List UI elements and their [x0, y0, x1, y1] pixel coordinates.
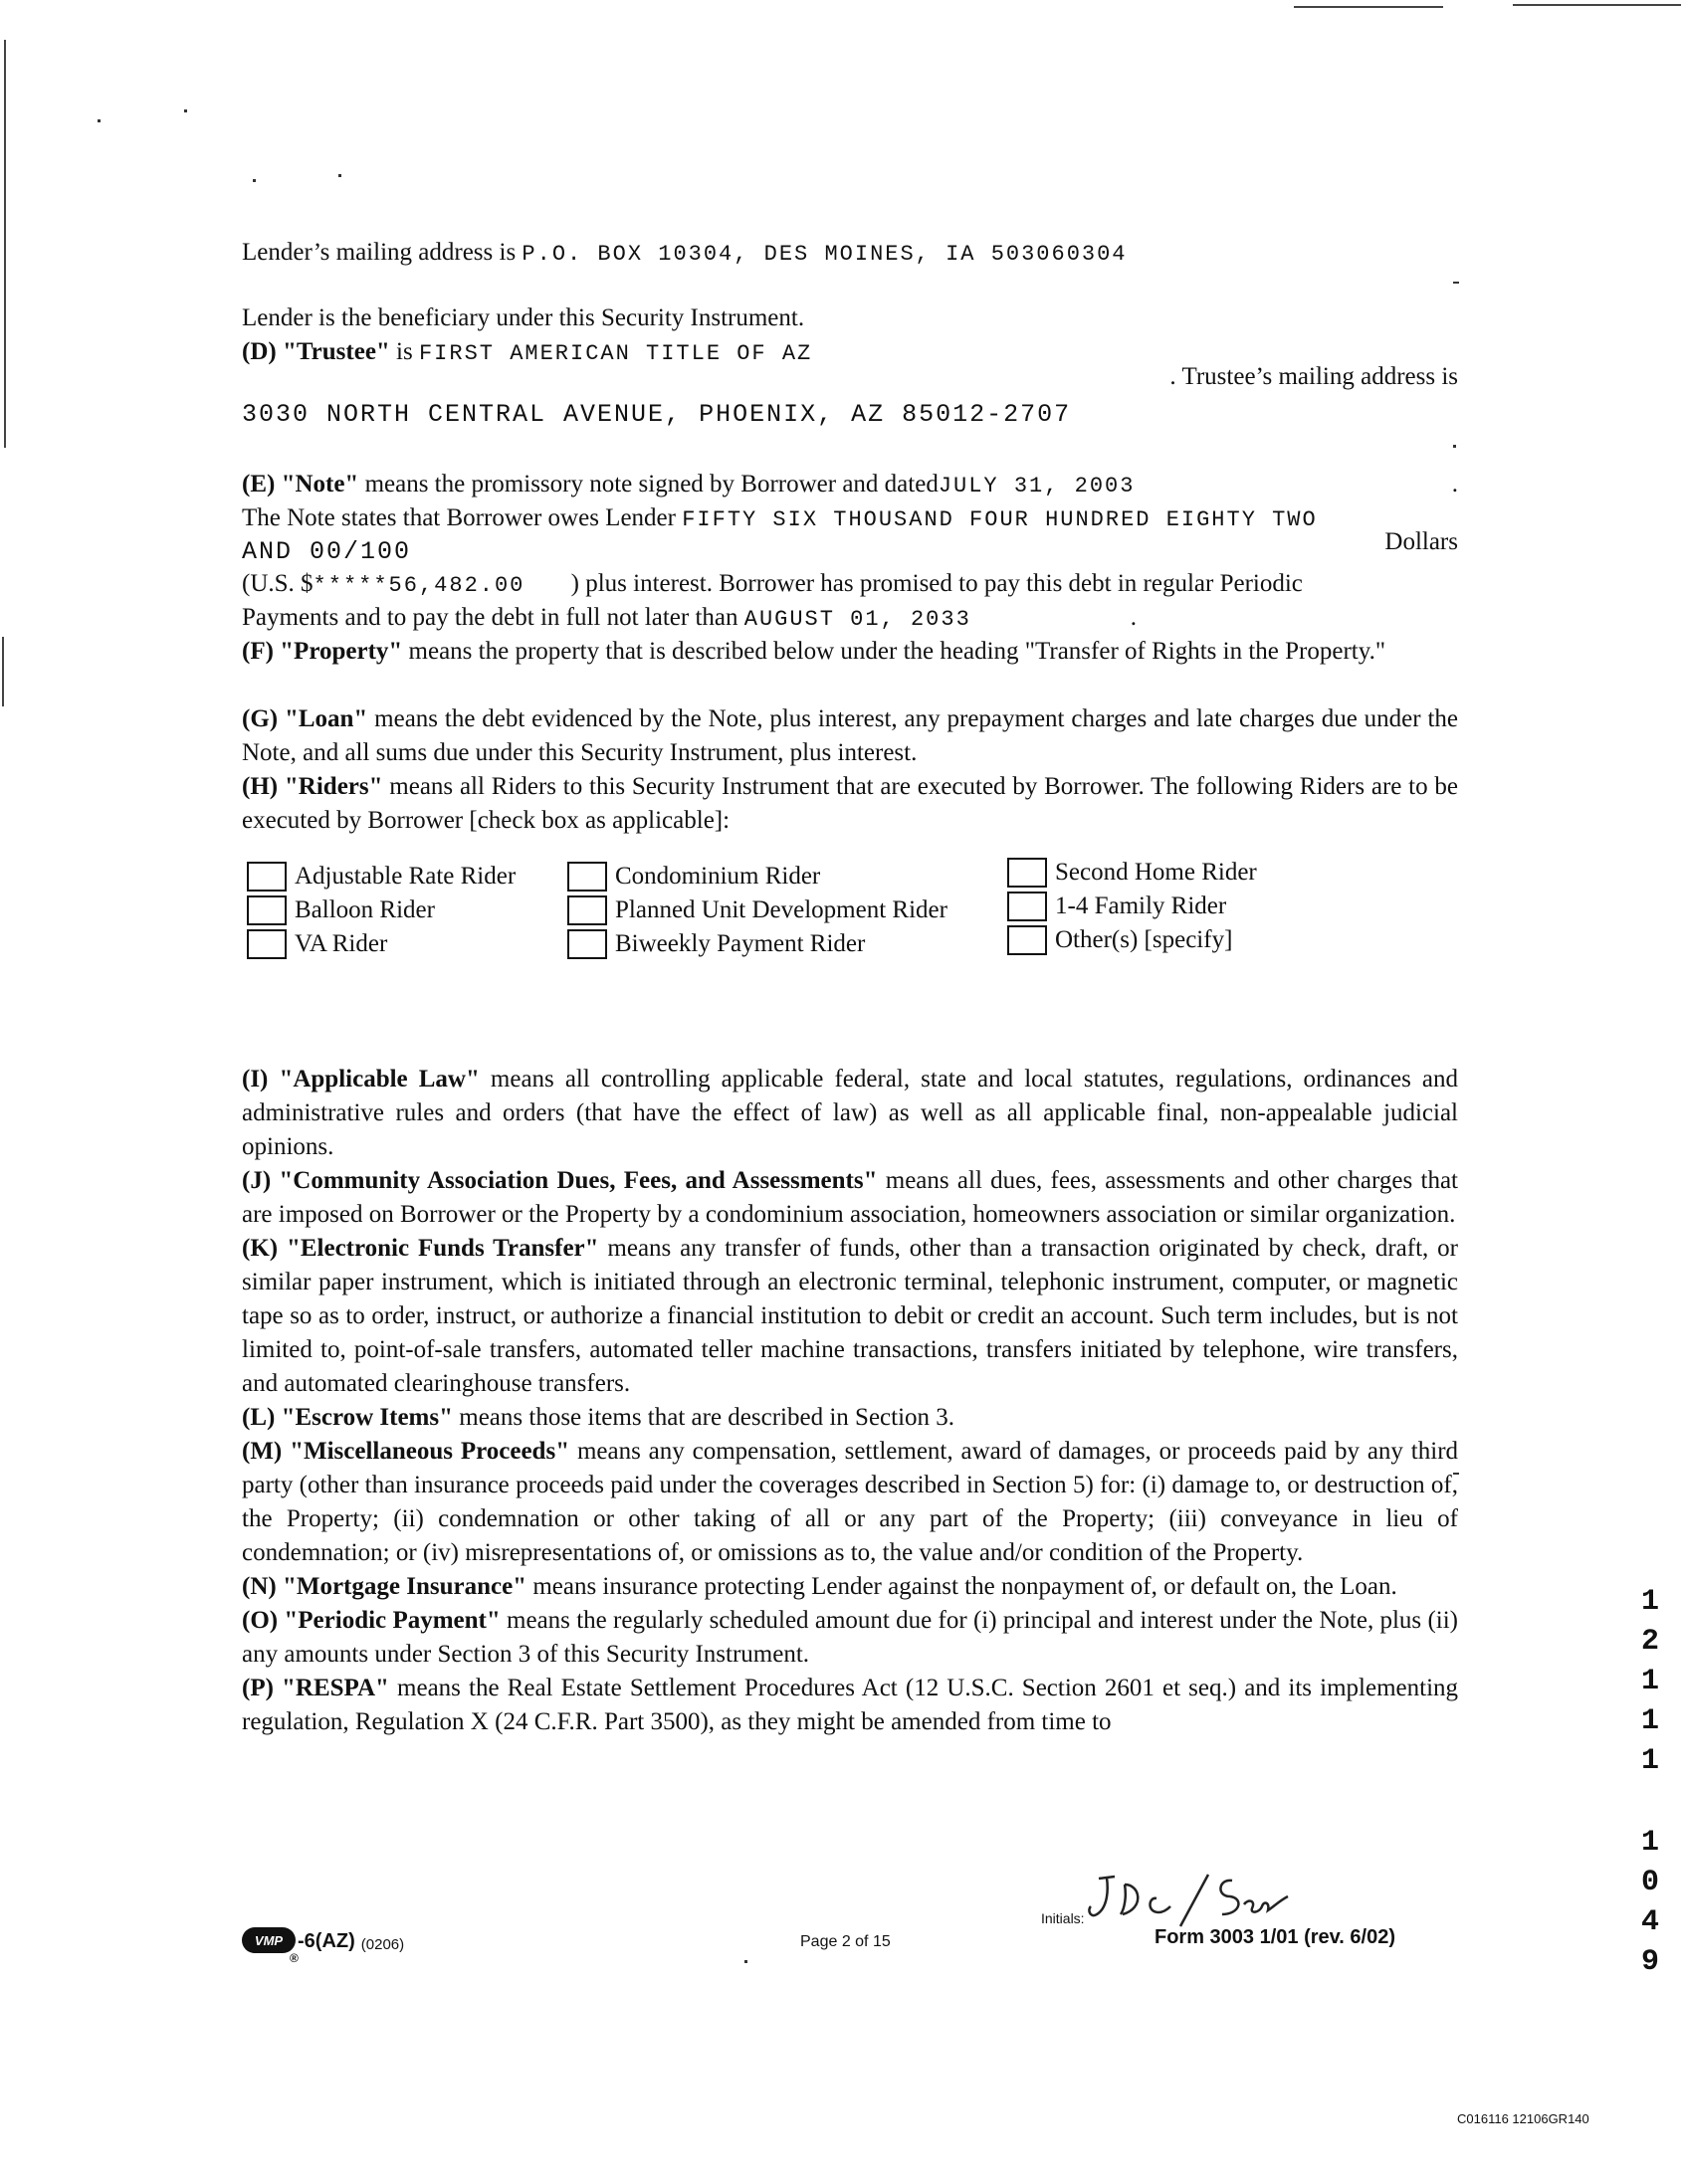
vmp-logo-mark: VMP — [242, 1927, 296, 1953]
rider-checkbox[interactable] — [247, 862, 287, 892]
definition-term: "Applicable Law" — [279, 1066, 480, 1092]
definition-letter: (I) — [242, 1066, 269, 1092]
definition-loan — [242, 702, 1458, 770]
definition-riders — [242, 770, 1458, 838]
stamp-digit: 1 — [1640, 1665, 1659, 1698]
trustee-name: FIRST AMERICAN TITLE OF AZ — [418, 341, 813, 366]
lender-address-value: P.O. BOX 10304, DES MOINES, IA 503060304 — [522, 242, 1128, 267]
definition-text: means the regularly scheduled amount due for (i) principal and interest under the Note, plus (ii) any amounts under Section 3 of this Security Instrument. — [242, 1607, 1458, 1668]
rider-option[interactable] — [567, 927, 947, 961]
trustee-term: "Trustee" — [282, 338, 390, 365]
definition-term: "Mortgage Insurance" — [282, 1573, 527, 1600]
initials-label: Initials: — [1041, 1910, 1085, 1926]
definition-text: means the property that is described below under the heading "Transfer of Rights in the Property." — [408, 638, 1386, 665]
note-period-2: . — [1130, 604, 1138, 631]
scan-margin-line — [4, 40, 6, 448]
form-code-small: (0206) — [360, 1936, 405, 1953]
note-dollars: Dollars — [1384, 528, 1458, 555]
rider-checkbox[interactable] — [247, 929, 287, 959]
note-period-1: . — [1451, 471, 1458, 497]
definition-term: "Periodic Payment" — [284, 1607, 501, 1634]
rider-option[interactable] — [1007, 890, 1257, 923]
definition-text: means all controlling applicable federal, state and local statutes, regulations, ordinances and administrative rules and orders (that have the effect of law) as well as all applicable final, non-appealable judicial opinions. — [242, 1066, 1459, 1160]
riders-column-2 — [567, 860, 947, 961]
note-term: "Note" — [281, 471, 359, 497]
lender-address-line — [242, 236, 1128, 272]
page-number: Page 2 of 15 — [800, 1933, 891, 1950]
rider-label: Balloon Rider — [295, 896, 435, 923]
form-number: Form 3003 1/01 (rev. 6/02) — [1155, 1926, 1395, 1948]
definition-letter: (G) — [242, 705, 279, 732]
stamp-digit: 1 — [1640, 1704, 1659, 1738]
definition-letter: (N) — [242, 1573, 277, 1600]
stamp-digit: 1 — [1640, 1744, 1659, 1778]
definition-term: "Miscellaneous Proceeds" — [290, 1438, 570, 1465]
scan-speck — [253, 179, 256, 182]
definition-letter: (K) — [242, 1235, 279, 1262]
definition-term: "Electronic Funds Transfer" — [286, 1235, 599, 1262]
definition-letter: (F) — [242, 638, 274, 665]
rider-label: Adjustable Rate Rider — [295, 863, 517, 890]
scan-speck — [1453, 445, 1456, 448]
note-amount-words-2: AND 00/100 — [242, 537, 412, 566]
initials-signature — [1085, 1871, 1294, 1930]
form-logo — [242, 1927, 405, 1965]
vmp-logo — [242, 1927, 299, 1965]
note-line-1 — [242, 468, 1135, 503]
rider-option[interactable] — [1007, 923, 1257, 957]
rider-label: Condominium Rider — [615, 863, 821, 890]
definition-letter: (M) — [242, 1438, 283, 1465]
definition-property — [242, 635, 1458, 669]
note-date: JULY 31, 2003 — [938, 474, 1136, 498]
riders-column-1 — [247, 860, 516, 961]
rider-option[interactable] — [247, 927, 516, 961]
rider-label: Second Home Rider — [1055, 859, 1257, 886]
rider-label: Biweekly Payment Rider — [615, 930, 866, 957]
document-id: C016116 12106GR140 — [1457, 2111, 1589, 2126]
definition-text: means those items that are described in Section 3. — [459, 1404, 955, 1431]
definition-letter: (H) — [242, 773, 279, 800]
note-text-4: Payments and to pay the debt in full not later than — [242, 604, 738, 631]
scan-margin-line — [2, 637, 4, 706]
definition-community-association — [242, 1164, 1458, 1232]
note-line-4 — [242, 601, 1137, 637]
definition-mortgage-insurance — [242, 1570, 1458, 1604]
rider-option[interactable] — [247, 893, 516, 927]
definition-letter: (J) — [242, 1167, 272, 1194]
note-line-2 — [242, 501, 1318, 537]
definition-term: "Property" — [280, 638, 403, 665]
definition-letter: (P) — [242, 1675, 274, 1701]
rider-option[interactable] — [1007, 856, 1257, 890]
definition-respa — [242, 1672, 1458, 1739]
definition-text: means any compensation, settlement, award of damages, or proceeds paid by any third party (other than insurance proceeds paid under the coverages described in Section 5) for: (i) damage to, or destruction of, the Property; (ii) condemnation or other taking of all or any part of the Property; (iii) conveyance in lieu of condemnation; or (iv) misrepresentations of, or omissions as to, the value and/or condition of the Property. — [242, 1438, 1459, 1566]
definition-text: means any transfer of funds, other than a transaction originated by check, draft, or similar paper instrument, which is initiated through an electronic terminal, telephonic instrument, computer, or magnetic tape so as to order, instruct, or authorize a financial institution to debit or credit an account. Such term includes, but is not limited to, point-of-sale transfers, automated teller machine transactions, transfers initiated by telephone, wire transfers, and automated clearinghouse transfers. — [242, 1235, 1458, 1397]
scan-top-rule — [1513, 4, 1681, 6]
rider-checkbox[interactable] — [567, 929, 607, 959]
stamp-digit: 9 — [1640, 1945, 1659, 1979]
rider-checkbox[interactable] — [1007, 858, 1047, 888]
rider-checkbox[interactable] — [1007, 892, 1047, 921]
definition-term: "Community Association Dues, Fees, and Assessments" — [279, 1167, 878, 1194]
scan-top-rule — [1294, 6, 1443, 8]
note-maturity-date: AUGUST 01, 2033 — [743, 607, 971, 632]
rider-checkbox[interactable] — [1007, 925, 1047, 955]
rider-option[interactable] — [567, 893, 947, 927]
scan-speck — [338, 174, 341, 177]
rider-label: 1-4 Family Rider — [1055, 893, 1227, 919]
definition-text: means the Real Estate Settlement Procedures Act (12 U.S.C. Section 2601 et seq.) and its implementing regulation, Regulation X (24 C.F.R. Part 3500), as they might be amended from time to — [242, 1675, 1459, 1735]
note-letter: (E) — [242, 471, 276, 497]
lender-address-prefix: Lender’s mailing address is — [242, 239, 517, 266]
rider-label: VA Rider — [295, 930, 388, 957]
recording-stamp — [1632, 1582, 1668, 1982]
rider-checkbox[interactable] — [567, 862, 607, 892]
definition-text: means all dues, fees, assessments and other charges that are imposed on Borrower or the Property by a condominium association, homeowners association or similar organization. — [242, 1167, 1458, 1228]
note-text-1: means the promissory note signed by Borrower and dated — [364, 471, 939, 497]
note-us-prefix: (U.S. $ — [242, 570, 314, 597]
rider-option[interactable] — [247, 860, 516, 893]
definition-text: means all Riders to this Security Instrument that are executed by Borrower. The following Riders are to be executed by Borrower [check box as applicable]: — [242, 773, 1459, 834]
scan-speck — [1453, 282, 1459, 284]
definition-term: "Riders" — [284, 773, 383, 800]
trustee-letter: (D) — [242, 338, 277, 365]
trustee-address-prefix: . Trustee’s mailing address is — [1169, 363, 1458, 390]
stamp-digit: 4 — [1640, 1905, 1659, 1939]
definition-term: "Escrow Items" — [281, 1404, 453, 1431]
definition-term: "Loan" — [284, 705, 368, 732]
trustee-prefix: is — [396, 338, 413, 365]
scan-speck — [98, 119, 101, 122]
rider-label: Planned Unit Development Rider — [615, 896, 947, 923]
definition-text: means the debt evidenced by the Note, plus interest, any prepayment charges and late charges due under the Note, and all sums due under this Security Instrument, plus interest. — [242, 705, 1458, 766]
definition-electronic-funds-transfer — [242, 1232, 1458, 1401]
definitions-list — [242, 1063, 1458, 1739]
trustee-line — [242, 335, 812, 371]
stamp-digit: 1 — [1640, 1826, 1659, 1860]
note-line-3 — [242, 567, 1303, 603]
rider-checkbox[interactable] — [567, 895, 607, 925]
definition-text: means insurance protecting Lender against the nonpayment of, or default on, the Loan. — [532, 1573, 1397, 1600]
definition-applicable-law — [242, 1063, 1458, 1164]
definition-periodic-payment — [242, 1604, 1458, 1672]
registered-mark-icon: ® — [290, 1951, 299, 1965]
note-amount-words-1: FIFTY SIX THOUSAND FOUR HUNDRED EIGHTY TWO — [682, 507, 1318, 532]
rider-option[interactable] — [567, 860, 947, 893]
definition-letter: (O) — [242, 1607, 279, 1634]
definition-escrow-items — [242, 1401, 1458, 1435]
rider-checkbox[interactable] — [247, 895, 287, 925]
stamp-digit: 2 — [1640, 1625, 1659, 1659]
stamp-digit: 0 — [1640, 1866, 1659, 1899]
stamp-digit: 1 — [1640, 1585, 1659, 1619]
note-text-2: The Note states that Borrower owes Lender — [242, 504, 676, 531]
riders-column-3 — [1007, 856, 1257, 957]
scan-speck — [744, 1960, 747, 1963]
trustee-address: 3030 NORTH CENTRAL AVENUE, PHOENIX, AZ 85012-2707 — [242, 400, 1072, 429]
definition-letter: (L) — [242, 1404, 276, 1431]
form-code: -6(AZ) — [298, 1930, 355, 1952]
note-amount-numeric: *****56,482.00 — [313, 573, 525, 598]
scan-speck — [184, 109, 187, 112]
definition-term: "RESPA" — [282, 1675, 389, 1701]
rider-label: Other(s) [specify] — [1055, 926, 1233, 953]
note-text-3: ) plus interest. Borrower has promised to pay this debt in regular Periodic — [570, 570, 1303, 597]
definition-miscellaneous-proceeds — [242, 1435, 1458, 1570]
beneficiary-line: Lender is the beneficiary under this Security Instrument. — [242, 304, 805, 331]
